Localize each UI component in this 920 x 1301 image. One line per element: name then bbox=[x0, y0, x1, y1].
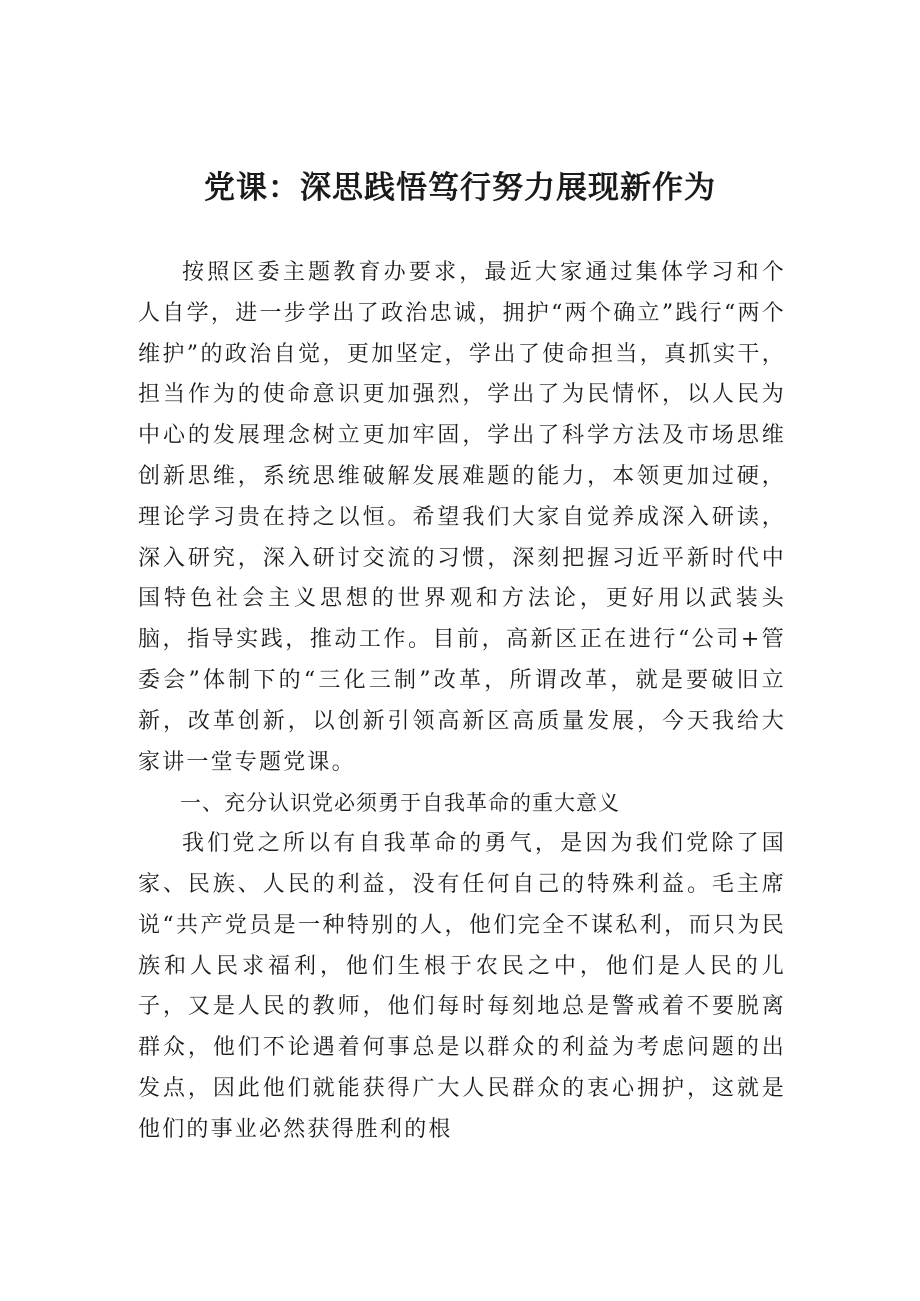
intro-paragraph: 按照区委主题教育办要求，最近大家通过集体学习和个人自学，进一步学出了政治忠诚，拥护“两个确立”践行“两个维护”的政治自觉，更加坚定，学出了使命担当，真抓实干，担当作为的使命意识更加强烈，学出了为民情怀，以人民为中心的发展理念树立更加牢固，学出了科学方法及市场思维创新思维，系统思维破解发展难题的能力，本领更加过硬，理论学习贵在持之以恒。希望我们大家自觉养成深入研读，深入研究，深入研讨交流的习惯，深刻把握习近平新时代中国特色社会主义思想的世界观和方法论，更好用以武装头脑，指导实践，推动工作。目前，高新区正在进行“公司+管委会”体制下的“三化三制”改革，所谓改革，就是要破旧立新，改革创新，以创新引领高新区高质量发展，今天我给大家讲一堂专题党课。 bbox=[138, 260, 786, 775]
section-1-paragraph: 我们党之所以有自我革命的勇气，是因为我们党除了国家、民族、人民的利益，没有任何自己的特殊利益。毛主席说“共产党员是一种特别的人，他们完全不谋私利，而只为民族和人民求福利，他们生根于农民之中，他们是人民的儿子，又是人民的教师，他们每时每刻地总是警戒着不要脱离群众，他们不论遇着何事总是以群众的利益为考虑问题的出发点，因此他们就能获得广大人民群众的衷心拥护，这就是他们的事业必然获得胜利的根 bbox=[138, 831, 786, 1142]
document-body bbox=[138, 253, 786, 1151]
document-title: 党课：深思践悟笃行努力展现新作为 bbox=[204, 170, 716, 206]
section-heading-1: 一、充分认识党必须勇于自我革命的重大意义 bbox=[180, 791, 620, 816]
